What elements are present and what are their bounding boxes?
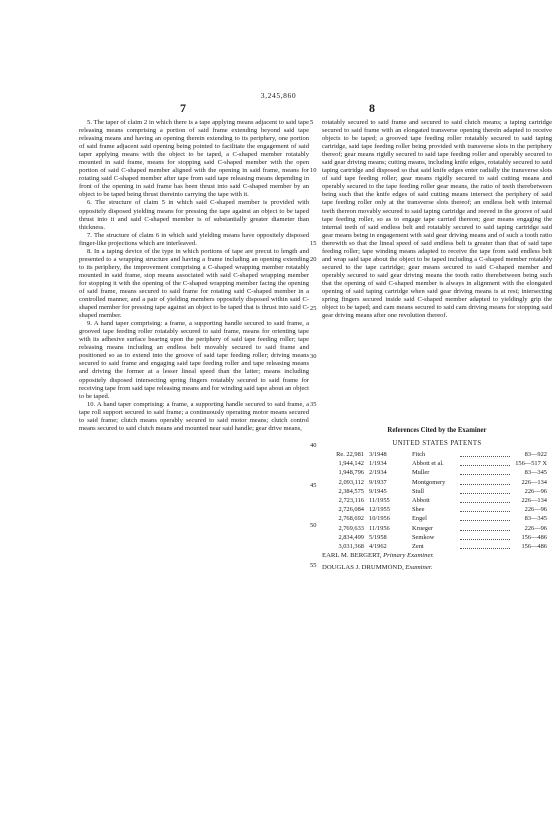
reference-date: 5/1958 <box>369 533 387 541</box>
line-number: 30 <box>310 353 317 360</box>
reference-row <box>322 469 552 477</box>
reference-number: 1,948,796 <box>338 469 364 477</box>
reference-name: Stull <box>412 487 425 495</box>
reference-class: 226—96 <box>524 524 547 532</box>
primary-examiner <box>322 552 434 559</box>
claim-7: 7. The structure of claim 6 in which said yielding means have oppositely disposed finger-like projections which are interleaved. <box>79 231 309 247</box>
leader-dots <box>460 548 510 549</box>
references-title: References Cited by the Examiner <box>387 427 487 434</box>
primary-examiner-role: Primary Examiner. <box>383 552 434 559</box>
reference-number: Re. 22,981 <box>336 451 364 458</box>
reference-row <box>322 525 552 533</box>
reference-class: 226—96 <box>524 487 547 495</box>
leader-dots <box>460 502 510 503</box>
line-number: 35 <box>310 401 317 408</box>
reference-name: Abbott et al. <box>412 460 444 468</box>
secondary-examiner-name: DOUGLAS J. DRUMMOND, <box>322 564 404 571</box>
reference-name: Abbott <box>412 497 430 504</box>
reference-date: 4/1962 <box>369 543 387 550</box>
reference-date: 12/1955 <box>369 506 390 514</box>
left-column <box>79 119 309 433</box>
reference-row <box>322 543 552 551</box>
reference-class: 156—486 <box>521 533 547 541</box>
line-number: 5 <box>310 119 314 126</box>
line-number: 55 <box>310 562 317 569</box>
right-column <box>322 119 552 320</box>
leader-dots <box>460 456 510 457</box>
right-page-number: 8 <box>369 101 375 115</box>
claim-10: 10. A hand taper comprising: a frame, a supporting handle secured to said frame, a tape roll support secured to said frame; a continuously operating motor means secured to said frame; clutch means operably secured to said motor means; clutch control means secured to said clutch means and mounted near said handle; gear drive means, <box>79 400 309 432</box>
reference-class: 156—517 X <box>515 460 547 468</box>
reference-number: 3,031,368 <box>338 543 364 550</box>
reference-number: 2,834,499 <box>338 533 364 541</box>
line-number: 10 <box>310 167 317 174</box>
reference-date: 9/1937 <box>369 478 387 486</box>
reference-date: 2/1934 <box>369 469 387 477</box>
reference-name: Krueger <box>412 524 433 532</box>
leader-dots <box>460 539 510 540</box>
line-number: 45 <box>310 482 317 489</box>
leader-dots <box>460 493 510 494</box>
reference-date: 9/1945 <box>369 487 387 495</box>
reference-row <box>322 515 552 523</box>
leader-dots <box>460 520 510 521</box>
reference-date: 3/1948 <box>369 451 387 458</box>
leader-dots <box>460 530 510 531</box>
reference-class: 226—134 <box>521 478 547 486</box>
reference-row <box>322 488 552 496</box>
reference-name: Zent <box>412 543 424 550</box>
reference-class: 156—486 <box>521 543 547 550</box>
reference-name: Shee <box>412 506 425 514</box>
reference-name: Semkow <box>412 533 435 541</box>
line-number: 40 <box>310 442 317 449</box>
line-number: 50 <box>310 522 317 529</box>
reference-row <box>322 497 552 505</box>
patent-number: 3,245,860 <box>260 91 297 100</box>
line-number: 15 <box>310 240 317 247</box>
reference-number: 2,723,116 <box>338 497 364 504</box>
reference-class: 83—345 <box>524 469 547 477</box>
claim-6: 6. The structure of claim 5 in which said C-shaped member is provided with oppositely disposed yielding means for pressing the tape against an object to be taped thrust into it and said C-shaped member is of substantially greater diameter than thickness. <box>79 199 309 231</box>
line-number: 20 <box>310 256 317 263</box>
claim-10-continued: rotatably secured to said frame and secured to said clutch means; a taping cartridge secured to said frame with an elongated transverse opening therein adapted to receive objects to be taped; a grooved tape feeding roller rotatably secured to said taping cartridge, said tape feeding roller being provided with transverse slots in the periphery thereof; gear means rigidly secured to said tape feeding roller and operably secured to said gear driving means; cutting means, including knife edges, rotatably secured to said taping cartridge and disposed so that said knife edges enter radially the transverse slots of said tape feeding roller; gear means rigidly secured to said cutting means and operably secured to the tape feeding roller gear means, the ratio of teeth therebetween being such that the knife edges of said cutting means intersect the periphery of said tape feeding roller only at the transverse slots thereof; an endless belt with internal teeth thereon movably secured to said taping cartridge and reeved in the groove of said tape feeding roller, so as to engage tape carried thereon; gear means engaging the internal teeth of said endless belt and rotatably secured to said taping cartridge said gear means being in engagement with said gear driving means and of such a tooth ratio therewith so that the lineal speed of said endless belt is greater than that of said tape feeding roller; tape winding means adapted to receive the tape from said endless belt and wrap said tape about the object to be taped including a C-shaped member rotatably secured to the tape cartridge; gear means secured to said C-shaped member and operably secured to said gear driving means the tooth ratio therebetween being such that the opening of said C-shaped member is always in alignment with the elongated opening of said taping cartridge when said gear driving means is at rest; intersecting spring fingers secured inside said C-shaped member adapted to yieldingly grip the object to be taped; and cam means secured to said cam driving means for stopping said gear driving means after one revolution thereof. <box>322 119 552 320</box>
secondary-examiner-role: Examiner. <box>405 564 433 571</box>
leader-dots <box>460 484 510 485</box>
reference-date: 11/1955 <box>369 497 390 504</box>
primary-examiner-name: EARL M. BERGERT, <box>322 552 382 559</box>
reference-row <box>322 460 552 468</box>
reference-class: 226—134 <box>521 497 547 504</box>
reference-date: 11/1956 <box>369 524 390 532</box>
reference-number: 2,093,112 <box>338 478 364 486</box>
reference-name: Engel <box>412 515 427 523</box>
reference-number: 1,944,142 <box>338 460 364 468</box>
reference-number: 2,769,633 <box>338 524 364 532</box>
claim-5: 5. The taper of claim 2 in which there is a tape applying means adjacent to said tape releasing means comprising a portion of said frame extending beyond said tape releasing means and having an opening therein extending to its periphery, one portion of said frame adjacent said opening being pointed to facilitate the engagement of said taper applying means with the object to be taped, a C-shaped member rotatably mounted in said frame, means for stopping said C-shaped member with the open portion of said C-shaped member aligned with the opening in said frame, means for rotating said C-shaped member after tape from said tape releasing means depending in front of the opening in said frame has been thrust into said C-shaped member by an object to be taped being thrust thereinto carrying the tape with it. <box>79 119 309 199</box>
reference-row <box>322 534 552 542</box>
line-number: 25 <box>310 305 317 312</box>
reference-date: 10/1956 <box>369 515 390 523</box>
reference-class: 83—345 <box>524 515 547 523</box>
secondary-examiner <box>322 564 432 571</box>
left-page-number: 7 <box>180 101 186 115</box>
reference-row <box>322 479 552 487</box>
reference-number: 2,384,575 <box>338 487 364 495</box>
reference-date: 1/1934 <box>369 460 387 468</box>
reference-class: 83—922 <box>524 451 547 458</box>
reference-name: Montgomery <box>412 478 446 486</box>
reference-number: 2,726,084 <box>338 506 364 514</box>
reference-row <box>322 506 552 514</box>
claim-9: 9. A hand taper comprising: a frame, a supporting handle secured to said frame, a grooved tape feeding roller rotatably secured to said frame, means for orienting tape with its adhesive surface bearing upon the periphery of said tape feeding roller; tape releasing means including an endless belt movably secured to said frame and positioned so as to extend into the groove of said tape feeding roller; driving means secured to said frame and engaging said tape feeding roller and tape releasing means and driving the former at a lesser lineal speed than the latter; means including oppositely disposed intersecting spring fingers rotatably secured to said frame for receiving tape from said tape releasing means and for winding said tape about an object to be taped. <box>79 320 309 400</box>
reference-name: Fitch <box>412 451 426 458</box>
reference-name: Muller <box>412 469 430 477</box>
reference-row <box>322 451 552 459</box>
references-subtitle: UNITED STATES PATENTS <box>392 440 482 447</box>
leader-dots <box>460 474 510 475</box>
claim-8: 8. In a taping device of the type in which portions of tape are precut to length and presented to a wrapping structure and having a frame including an opening extending to its periphery, the improvement comprising a C-shaped wrapping member rotatably mounted in said frame, stop means associated with said C-shaped wrapping member for stopping it with the opening of the C-shaped wrapping member facing the opening of said frame, means secured to said frame for rotating said C-shaped member in a controlled manner, and a pair of yielding members oppositely disposed within said C-shaped member for pressing tape against an object to be taped that is thrust into said C-shaped member. <box>79 247 309 320</box>
reference-number: 2,768,692 <box>338 515 364 523</box>
leader-dots <box>460 511 510 512</box>
leader-dots <box>460 465 510 466</box>
reference-class: 226—96 <box>524 506 547 514</box>
